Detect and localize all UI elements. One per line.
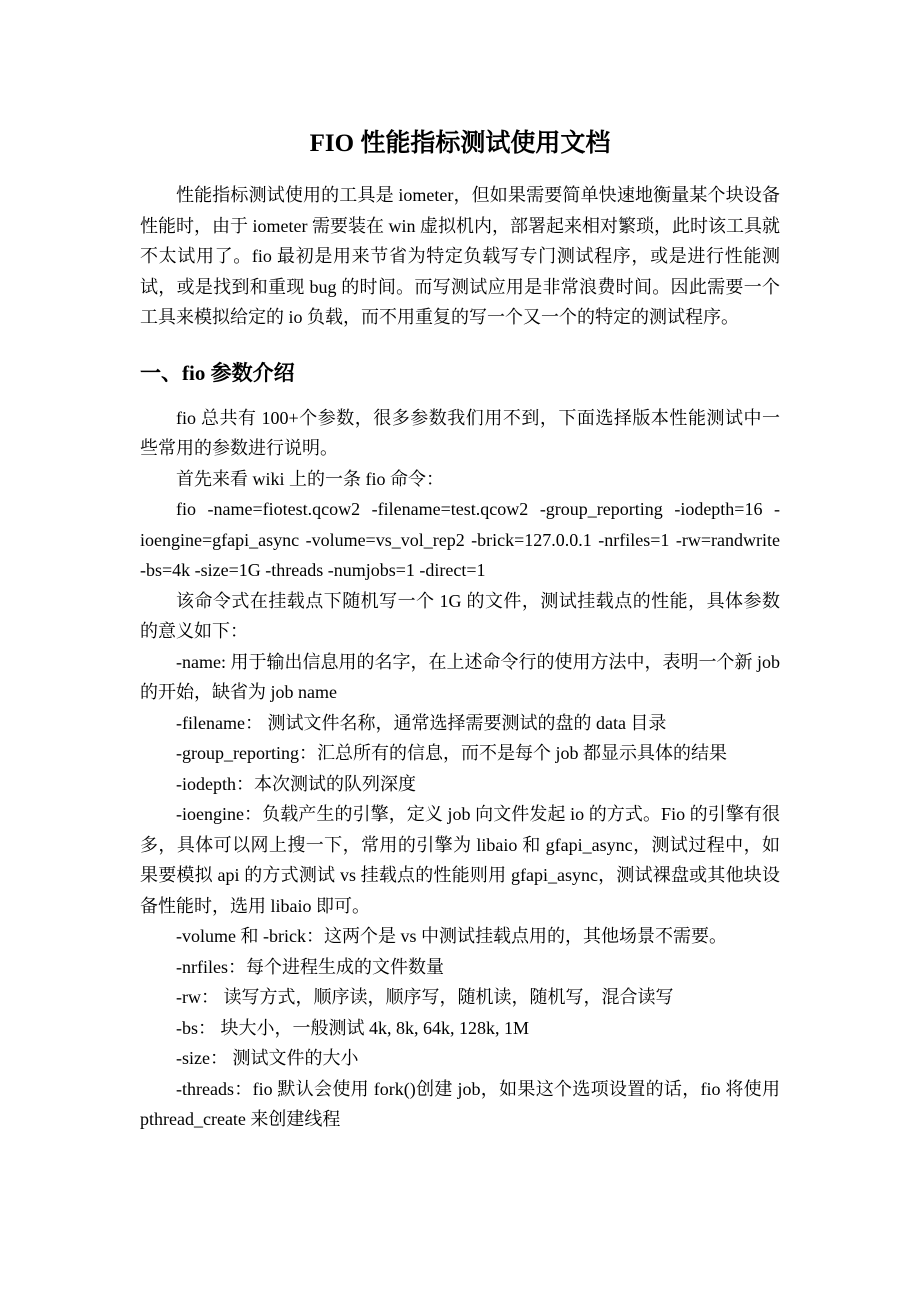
paragraph-fio-command: fio -name=fiotest.qcow2 -filename=test.qcow2 -group_reporting -iodepth=16 -ioengine=gfapi_async -volume=vs_vol_rep2 -brick=127.0.0.1 -nrfiles=1 -rw=randwrite -bs=4k -size=1G -threads -numjobs=1 -direct=1 — [140, 499, 780, 580]
param-filename: -filename： 测试文件名称，通常选择需要测试的盘的 data 目录 — [176, 712, 667, 733]
document-body — [140, 180, 780, 1135]
paragraph-overview: fio 总共有 100+个参数，很多参数我们用不到，下面选择版本性能测试中一些常用的参数进行说明。 — [140, 407, 780, 458]
param-ioengine: -ioengine：负载产生的引擎，定义 job 向文件发起 io 的方式。Fio 的引擎有很多，具体可以网上搜一下，常用的引擎为 libaio 和 gfapi_async，测试过程中，如果要模拟 api 的方式测试 vs 挂载点的性能则用 gfapi_async，测试裸盘或其他块设备性能时，选用 libaio 即可。 — [140, 804, 780, 916]
paragraph-command-meaning: 该命令式在挂载点下随机写一个 1G 的文件，测试挂载点的性能，具体参数的意义如下： — [140, 590, 780, 641]
param-size: -size： 测试文件的大小 — [176, 1048, 359, 1068]
intro-paragraph: 性能指标测试使用的工具是 iometer，但如果需要简单快速地衡量某个块设备性能时，由于 iometer 需要装在 win 虚拟机内，部署起来相对繁琐，此时该工具就不太试用了。fio 最初是用来节省为特定负载写专门测试程序，或是进行性能测试，或是找到和重现 bug 的时间。而写测试应用是非常浪费时间。因此需要一个工具来模拟给定的 io 负载，而不用重复的写一个又一个的特定的测试程序。 — [140, 185, 780, 327]
param-iodepth: -iodepth：本次测试的队列深度 — [176, 773, 416, 794]
document-title: FIO 性能指标测试使用文档 — [309, 130, 611, 157]
section-heading-params: 一、fio 参数介绍 — [140, 360, 295, 385]
paragraph-wiki-command-intro: 首先来看 wiki 上的一条 fio 命令： — [176, 468, 444, 489]
param-volume-brick: -volume 和 -brick：这两个是 vs 中测试挂载点用的，其他场景不需要。 — [176, 926, 727, 946]
param-bs: -bs： 块大小，一般测试 4k, 8k, 64k, 128k, 1M — [176, 1017, 530, 1038]
param-group-reporting: -group_reporting：汇总所有的信息，而不是每个 job 都显示具体的结果 — [176, 743, 727, 763]
param-threads: -threads：fio 默认会使用 fork()创建 job，如果这个选项设置的话，fio 将使用 pthread_create 来创建线程 — [140, 1078, 780, 1129]
param-name: -name: 用于输出信息用的名字，在上述命令行的使用方法中，表明一个新 job 的开始，缺省为 job name — [140, 651, 780, 702]
param-rw: -rw： 读写方式，顺序读，顺序写，随机读，随机写，混合读写 — [176, 987, 674, 1007]
param-nrfiles: -nrfiles：每个进程生成的文件数量 — [176, 956, 444, 977]
